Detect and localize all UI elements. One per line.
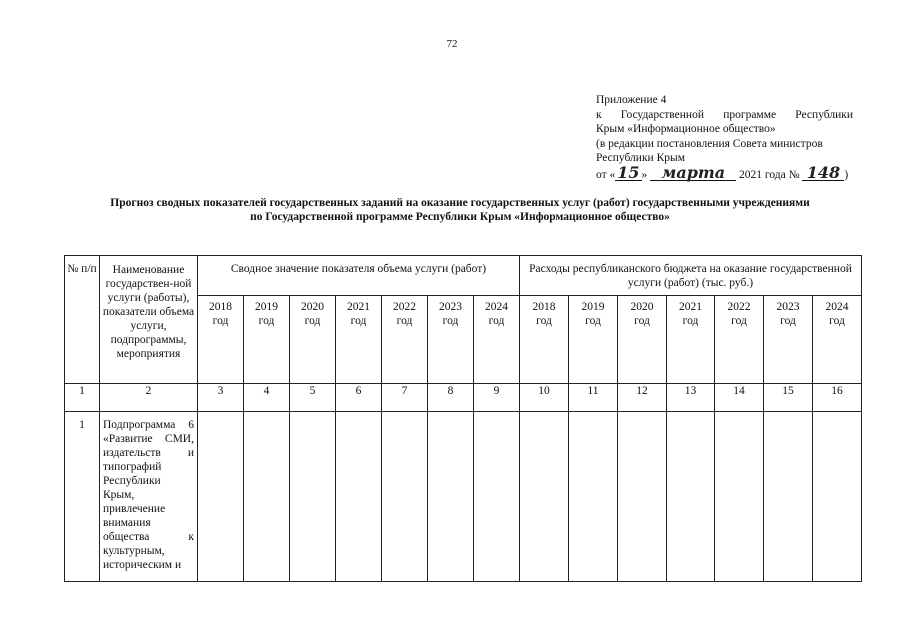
handwritten-month: марта — [650, 166, 736, 181]
column-number-6: 6 — [336, 384, 382, 412]
year-header-expenses-2021 — [667, 296, 715, 384]
appendix-line-3: Крым «Информационное общество» — [596, 123, 776, 135]
header-row-groups — [65, 256, 862, 296]
number-close: ) — [844, 168, 849, 181]
value-cell — [520, 412, 569, 582]
appendix-date-line — [596, 162, 853, 183]
title-line-1: Прогноз сводных показателей государственных заданий на оказание государственных услуг (работ) государственными учреждениями — [110, 197, 810, 209]
title-line-2: по Государственной программе Республики Крым «Информационное общество» — [250, 211, 670, 223]
year-header-expenses-2019 — [569, 296, 618, 384]
year-header-volume-2018 — [198, 296, 244, 384]
year-value: 2022 — [727, 301, 751, 313]
year-value: 2021 — [347, 301, 370, 313]
year-header-volume-2024 — [474, 296, 520, 384]
group-volume-header: Сводное значение показателя объема услуги (работ) — [198, 256, 520, 296]
value-cell — [336, 412, 382, 582]
column-number-5: 5 — [290, 384, 336, 412]
value-cell — [813, 412, 862, 582]
appendix-line-4: (в редакции постановления Совета министров — [596, 137, 823, 150]
year-header-expenses-2023 — [764, 296, 813, 384]
year-word: год — [780, 315, 796, 327]
year-header-volume-2021 — [336, 296, 382, 384]
handwritten-day: 15 — [617, 162, 640, 182]
handwritten-number: 148 — [802, 166, 844, 181]
value-cell — [474, 412, 520, 582]
year-header-expenses-2020 — [618, 296, 667, 384]
year-header-expenses-2022 — [715, 296, 764, 384]
appendix-line-5: Республики Крым — [596, 152, 685, 164]
value-cell — [618, 412, 667, 582]
column-number-9: 9 — [474, 384, 520, 412]
column-number-11: 11 — [569, 384, 618, 412]
col-name-header: Наименование государствен-ной услуги (работы), показатели объема услуги, подпрограммы, мероприятия — [100, 256, 198, 384]
column-number-13: 13 — [667, 384, 715, 412]
day-close: » — [641, 168, 648, 181]
year-word: год — [731, 315, 747, 327]
forecast-table — [64, 255, 862, 582]
year-word: год — [488, 315, 505, 327]
column-number-4: 4 — [244, 384, 290, 412]
appendix-line-2: к Государственной программе Республики — [596, 108, 853, 121]
column-number-8: 8 — [428, 384, 474, 412]
column-number-3: 3 — [198, 384, 244, 412]
year-header-volume-2020 — [290, 296, 336, 384]
year-word: год — [304, 315, 321, 327]
value-cell — [198, 412, 244, 582]
year-header-expenses-2018 — [520, 296, 569, 384]
year-word: год — [829, 315, 845, 327]
year-word: год — [442, 315, 459, 327]
year-value: 2023 — [439, 301, 462, 313]
year-text: 2021 года № — [739, 168, 800, 181]
col-num-header: № п/п — [65, 256, 100, 384]
column-number-16: 16 — [813, 384, 862, 412]
year-word: год — [634, 315, 650, 327]
group-expenses-header: Расходы республиканского бюджета на оказание государственной услуги (работ) (тыс. руб.) — [520, 256, 862, 296]
year-word: год — [350, 315, 367, 327]
value-cell — [290, 412, 336, 582]
page-number: 72 — [446, 38, 458, 50]
year-value: 2018 — [209, 301, 232, 313]
date-prefix: от « — [596, 168, 616, 181]
value-cell — [244, 412, 290, 582]
table-row — [65, 412, 862, 582]
year-value: 2019 — [255, 301, 278, 313]
value-cell — [428, 412, 474, 582]
year-value: 2024 — [825, 301, 849, 313]
year-value: 2022 — [393, 301, 416, 313]
year-value: 2019 — [581, 301, 605, 313]
appendix-block — [596, 93, 853, 182]
value-cell — [382, 412, 428, 582]
year-header-volume-2022 — [382, 296, 428, 384]
row-name: Подпрограмма 6 «Развитие СМИ, издательств и типографий Республики Крым, привлечение внимания общества к культурным, историческим и — [100, 412, 198, 582]
year-header-expenses-2024 — [813, 296, 862, 384]
column-number-15: 15 — [764, 384, 813, 412]
year-value: 2023 — [776, 301, 800, 313]
column-number-7: 7 — [382, 384, 428, 412]
column-number-2: 2 — [100, 384, 198, 412]
row-num: 1 — [65, 412, 100, 582]
year-word: год — [212, 315, 229, 327]
column-number-14: 14 — [715, 384, 764, 412]
year-header-volume-2023 — [428, 296, 474, 384]
column-number-1: 1 — [65, 384, 100, 412]
year-value: 2020 — [630, 301, 654, 313]
year-word: год — [258, 315, 275, 327]
year-header-volume-2019 — [244, 296, 290, 384]
year-value: 2020 — [301, 301, 324, 313]
value-cell — [569, 412, 618, 582]
year-word: год — [585, 315, 601, 327]
year-word: год — [536, 315, 552, 327]
column-number-row — [65, 384, 862, 412]
year-word: год — [396, 315, 413, 327]
value-cell — [764, 412, 813, 582]
value-cell — [715, 412, 764, 582]
year-value: 2021 — [679, 301, 702, 313]
column-number-10: 10 — [520, 384, 569, 412]
year-value: 2024 — [485, 301, 508, 313]
appendix-line-1: Приложение 4 — [596, 94, 667, 106]
year-value: 2018 — [532, 301, 556, 313]
value-cell — [667, 412, 715, 582]
year-word: год — [682, 315, 699, 327]
column-number-12: 12 — [618, 384, 667, 412]
document-title — [50, 196, 870, 224]
